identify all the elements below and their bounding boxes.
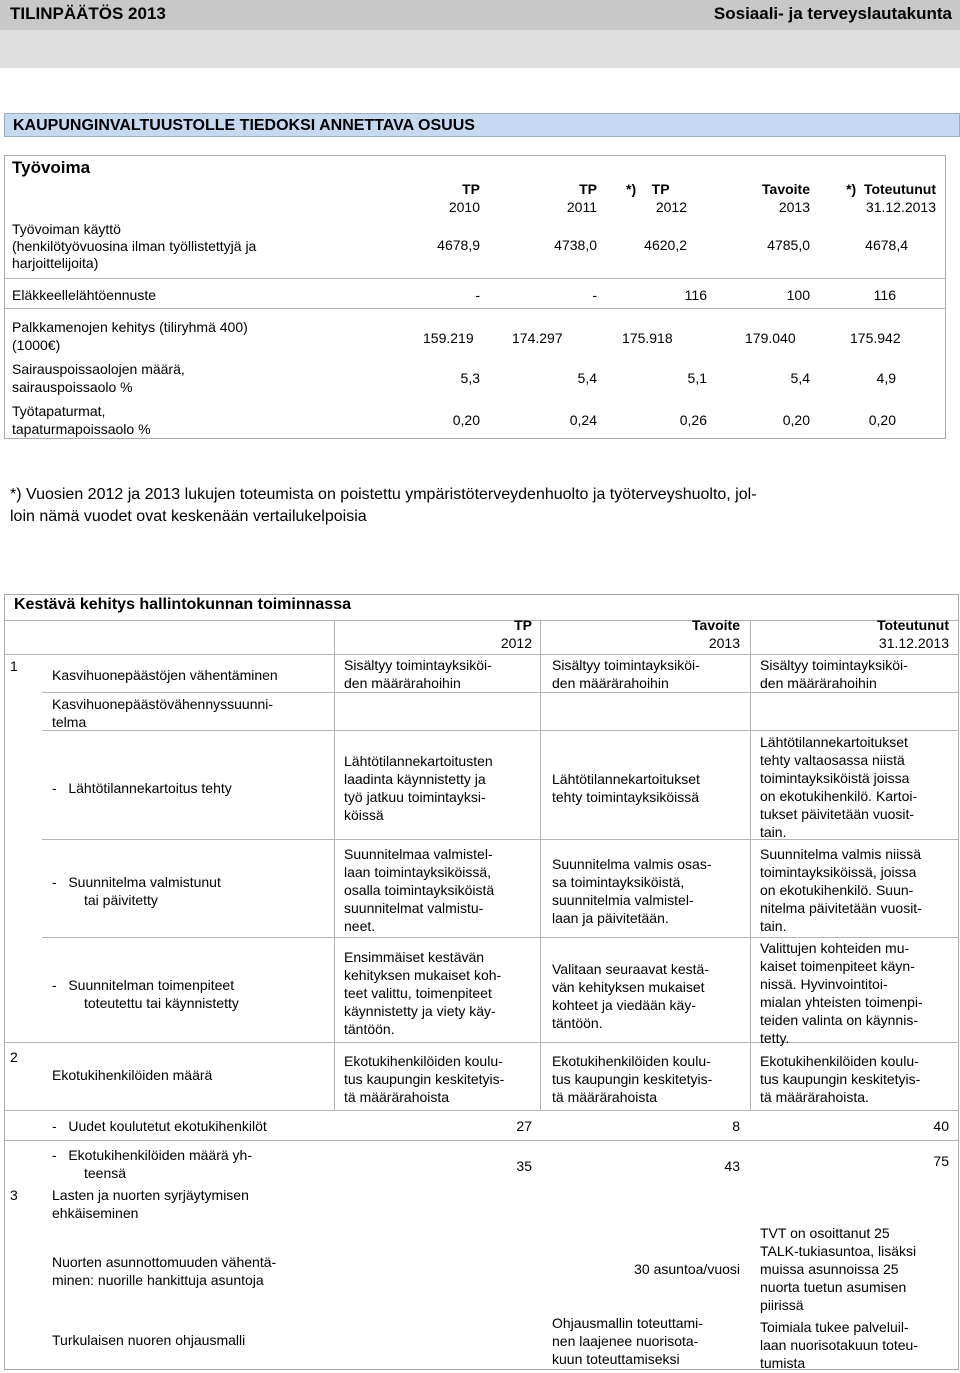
row-label: harjoittelijoita) [12, 255, 99, 271]
toteutunut-cell: piirissä [760, 1297, 804, 1313]
value-cell: - [475, 287, 480, 303]
tavoite-cell: tä määrärahoista [552, 1089, 658, 1105]
divider [540, 620, 541, 1110]
value-cell: 116 [873, 287, 896, 303]
tp-cell: laan toimintayksiköissä, [344, 864, 492, 880]
toteutunut-cell: toimintayksiköissä, joissa [760, 864, 917, 880]
row-label: sairauspoissaolo % [12, 379, 133, 395]
row-label: Kasvihuonepäästövähennyssuunni- [52, 696, 274, 712]
toteutunut-cell: laan nuorisotakuun toteu- [760, 1337, 918, 1353]
divider [4, 654, 959, 655]
tavoite-cell: Suunnitelma valmis osas- [552, 856, 712, 872]
value-cell: 4678,9 [437, 237, 480, 253]
value-cell: 0,20 [868, 412, 896, 428]
value-cell: - [592, 287, 597, 303]
col-header: 2012 [500, 635, 532, 651]
value-cell: 5,3 [460, 370, 480, 386]
value-cell: 116 [684, 287, 707, 303]
tavoite-cell: nen laajenee nuorisota- [552, 1333, 699, 1349]
value-cell: 179.040 [745, 330, 796, 346]
toteutunut-cell: kaiset toimenpiteet käyn- [760, 958, 915, 974]
toteutunut-cell: Sisältyy toimintayksiköi- [760, 657, 908, 673]
tavoite-cell: Ekotukihenkilöiden koulu- [552, 1053, 711, 1069]
tp-cell: Suunnitelmaa valmistel- [344, 846, 493, 862]
divider [4, 308, 946, 309]
value-cell: 4620,2 [644, 237, 687, 253]
board-name: Sosiaali- ja terveyslautakunta [713, 4, 952, 23]
tp-cell: kehityksen mukaiset koh- [344, 967, 502, 983]
tavoite-cell: tus kaupungin keskitetyis- [552, 1071, 713, 1087]
toteutunut-cell: tetty. [760, 1030, 790, 1046]
col-header: 2010 [448, 199, 480, 215]
tavoite-cell: den määrärahoihin [552, 675, 669, 691]
toteutunut-cell: TALK-tukiasuntoa, lisäksi [760, 1243, 917, 1259]
item-number: 3 [10, 1187, 18, 1203]
sustainability-title: Kestävä kehitys hallintokunnan toiminnassa [14, 596, 351, 613]
row-label: toteutettu tai käynnistetty [84, 995, 239, 1011]
col-header: 2012 [655, 199, 687, 215]
toteutunut-cell: Ekotukihenkilöiden koulu- [760, 1053, 919, 1069]
row-label: Työvoiman käyttö [12, 221, 121, 237]
toteutunut-cell: tain. [760, 824, 787, 840]
tp-cell: 27 [516, 1118, 532, 1134]
toteutunut-cell: tehty valtaosassa niistä [760, 752, 905, 768]
tp-cell: teet valittu, toimenpiteet [344, 985, 492, 1001]
footnote-line: *) Vuosien 2012 ja 2013 lukujen toteumista on poistettu ympäristöterveydenhuolto ja työterveyshuolto, jol- [10, 486, 757, 503]
tp-cell: Lähtötilannekartoitusten [344, 753, 493, 769]
tp-cell: laadinta käynnistetty ja [344, 771, 486, 787]
value-cell: 4,9 [876, 370, 896, 386]
value-cell: 0,26 [679, 412, 707, 428]
tp-cell: Ekotukihenkilöiden koulu- [344, 1053, 503, 1069]
row-label: - Suunnitelman toimenpiteet [52, 977, 235, 993]
toteutunut-cell: Suunnitelma valmis niissä [760, 846, 922, 862]
divider [334, 620, 335, 1110]
tavoite-cell: vän kehityksen mukaiset [552, 979, 705, 995]
tavoite-cell: sa toimintayksiköistä, [552, 874, 685, 890]
toteutunut-cell: Lähtötilannekartoitukset [760, 734, 908, 750]
toteutunut-cell: nuorta tuetun asumisen [760, 1279, 907, 1295]
row-label: ehkäiseminen [52, 1205, 139, 1221]
tp-cell: Sisältyy toimintayksiköi- [344, 657, 492, 673]
row-label: Lasten ja nuorten syrjäytymisen [52, 1187, 249, 1203]
divider [4, 278, 946, 279]
toteutunut-cell: tä määrärahoista. [760, 1089, 869, 1105]
toteutunut-cell: TVT on osoittanut 25 [760, 1225, 890, 1241]
toteutunut-cell: on ekotukihenkilö. Kartoi- [760, 788, 918, 804]
row-label: - Ekotukihenkilöiden määrä yh- [52, 1147, 252, 1163]
value-cell: 0,24 [569, 412, 597, 428]
col-header: 2013 [708, 635, 740, 651]
divider [4, 1110, 959, 1111]
tp-cell: suunnitelmat valmistu- [344, 900, 484, 916]
divider [4, 1042, 959, 1043]
divider [42, 937, 959, 938]
col-header: 31.12.2013 [878, 635, 949, 651]
toteutunut-cell: 75 [933, 1153, 949, 1169]
tp-cell: tä määrärahoista [344, 1089, 450, 1105]
toteutunut-cell: tumista [760, 1355, 806, 1371]
row-label: Kasvihuonepäästöjen vähentäminen [52, 667, 278, 683]
tp-cell: tus kaupungin keskitetyis- [344, 1071, 505, 1087]
toteutunut-cell: nissä. Hyvinvointitoi- [760, 976, 888, 992]
toteutunut-cell: on ekotukihenkilö. Suun- [760, 882, 914, 898]
workforce-title: Työvoima [12, 158, 91, 177]
value-cell: 175.942 [850, 330, 901, 346]
tp-cell: 35 [516, 1158, 532, 1174]
toteutunut-cell: Toimiala tukee palveluil- [760, 1319, 909, 1335]
row-label: minen: nuorille hankittuja asuntoja [52, 1272, 264, 1288]
tavoite-cell: kuun toteuttamiseksi [552, 1351, 680, 1367]
tp-cell: köissä [344, 807, 384, 823]
toteutunut-cell: muissa asunnoissa 25 [760, 1261, 899, 1277]
toteutunut-cell: Valittujen kohteiden mu- [760, 940, 910, 956]
toteutunut-cell: den määrärahoihin [760, 675, 877, 691]
divider [42, 692, 959, 693]
tp-cell: täntöön. [344, 1021, 395, 1037]
value-cell: 5,1 [687, 370, 707, 386]
col-header: *) Toteutunut [846, 181, 936, 197]
item-number: 1 [10, 658, 18, 674]
value-cell: 4678,4 [865, 237, 908, 253]
tavoite-cell: tehty toimintayksiköissä [552, 789, 700, 805]
row-label: tai päivitetty [84, 892, 158, 908]
tavoite-cell: 43 [724, 1158, 740, 1174]
toteutunut-cell: mialan yhteisten toimenpi- [760, 994, 923, 1010]
row-label: (henkilötyövuosina ilman työllistettyjä ja [12, 238, 257, 254]
tavoite-cell: kohteet ja viedään käy- [552, 997, 696, 1013]
tp-cell: käynnistetty ja viety käy- [344, 1003, 496, 1019]
divider [750, 620, 751, 1110]
section-title: KAUPUNGINVALTUUSTOLLE TIEDOKSI ANNETTAVA OSUUS [4, 113, 960, 137]
row-label: - Lähtötilannekartoitus tehty [52, 780, 232, 796]
report-title: TILINPÄÄTÖS 2013 [10, 4, 166, 23]
tp-cell: neet. [344, 918, 376, 934]
value-cell: 174.297 [512, 330, 563, 346]
row-label: - Uudet koulutetut ekotukihenkilöt [52, 1118, 267, 1134]
value-cell: 4738,0 [554, 237, 597, 253]
row-label: telma [52, 714, 87, 730]
tavoite-cell: laan ja päivitetään. [552, 910, 669, 926]
tp-cell: osalla toimintayksiköistä [344, 882, 495, 898]
header-band [0, 30, 960, 68]
row-label: Ekotukihenkilöiden määrä [52, 1067, 213, 1083]
col-header: 2013 [778, 199, 810, 215]
tavoite-cell: Ohjausmallin toteuttami- [552, 1315, 703, 1331]
tp-cell: den määrärahoihin [344, 675, 461, 691]
tp-cell: Ensimmäiset kestävän [344, 949, 485, 965]
col-header: *) TP [626, 181, 670, 197]
value-cell: 5,4 [790, 370, 810, 386]
row-label: teensä [84, 1165, 127, 1181]
value-cell: 5,4 [577, 370, 597, 386]
row-label: Eläkkeellelähtöennuste [12, 287, 156, 303]
col-header: Toteutunut [876, 617, 949, 633]
value-cell: 100 [786, 287, 810, 303]
col-header: 31.12.2013 [865, 199, 936, 215]
tavoite-cell: 30 asuntoa/vuosi [634, 1261, 740, 1277]
toteutunut-cell: toimintayksiköistä joissa [760, 770, 910, 786]
row-label: tapaturmapoissaolo % [12, 421, 151, 437]
tavoite-cell: Lähtötilannekartoitukset [552, 771, 700, 787]
col-header: 2011 [566, 199, 597, 215]
toteutunut-cell: tus kaupungin keskitetyis- [760, 1071, 921, 1087]
toteutunut-cell: 40 [933, 1118, 949, 1134]
tp-cell: työ jatkuu toimintayksi- [344, 789, 486, 805]
value-cell: 0,20 [452, 412, 480, 428]
page-header [0, 0, 960, 30]
value-cell: 175.918 [622, 330, 673, 346]
row-label: (1000€) [12, 337, 61, 353]
toteutunut-cell: nitelma päivitetään vuosit- [760, 900, 922, 916]
col-header: TP [462, 181, 480, 197]
col-header: Tavoite [692, 617, 740, 633]
divider [42, 730, 959, 731]
tavoite-cell: 8 [732, 1118, 740, 1134]
tavoite-cell: Valitaan seuraavat kestä- [552, 961, 709, 977]
col-header: TP [514, 617, 532, 633]
row-label: Sairauspoissaolojen määrä, [12, 361, 185, 377]
row-label: - Suunnitelma valmistunut [52, 874, 221, 890]
row-label: Turkulaisen nuoren ohjausmalli [52, 1332, 246, 1348]
row-label: Työtapaturmat, [12, 403, 106, 419]
row-label: Palkkamenojen kehitys (tiliryhmä 400) [12, 319, 248, 335]
footnote-line: loin nämä vuodet ovat keskenään vertailukelpoisia [10, 508, 367, 525]
col-header: Tavoite [762, 181, 810, 197]
col-header: TP [579, 181, 597, 197]
row-label: Nuorten asunnottomuuden vähentä- [52, 1254, 277, 1270]
item-number: 2 [10, 1049, 18, 1065]
tavoite-cell: täntöön. [552, 1015, 603, 1031]
toteutunut-cell: tain. [760, 918, 787, 934]
tavoite-cell: Sisältyy toimintayksiköi- [552, 657, 700, 673]
value-cell: 159.219 [423, 330, 474, 346]
toteutunut-cell: teiden valinta on käynnis- [760, 1012, 918, 1028]
divider [42, 839, 959, 840]
divider [4, 1140, 959, 1141]
value-cell: 0,20 [782, 412, 810, 428]
toteutunut-cell: tukset päivitetään vuosit- [760, 806, 915, 822]
tavoite-cell: suunnitelmia valmistel- [552, 892, 694, 908]
value-cell: 4785,0 [767, 237, 810, 253]
